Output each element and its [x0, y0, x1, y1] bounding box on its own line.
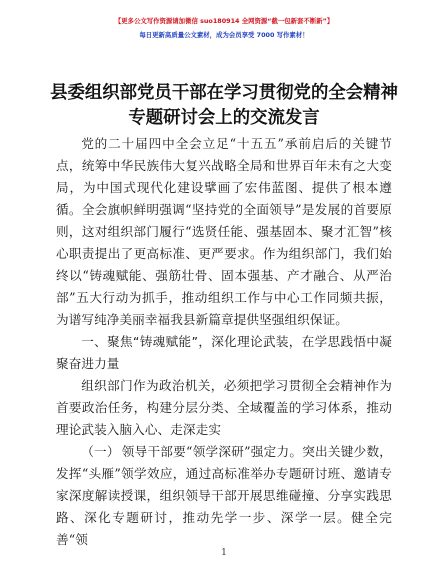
document-body	[56, 133, 392, 551]
promo-banner-line-2: 每日更新高质量公文素材，成为会员享受 7000 写作素材！	[139, 31, 309, 39]
intro-paragraph: 党的二十届四中全会立足“十五五”承前启后的关键节点，统筹中华民族伟大复兴战略全局和世界百年未有之大变局，为中国式现代化建设擘画了宏伟蓝图、提供了根本遵循。全会旗帜鲜明强调“坚持党的全面领导”是发展的首要原则，这对组织部门履行“选贤任能、强基固本、聚才汇智”核心职责提出了更高标准、更严要求。作为组织部门，我们始终以“铸魂赋能、强筋壮骨、固本强基、产才融合、从严治部”五大行动为抓手，推动组织工作与中心工作同频共振，为谱写纯净美丽幸福我县新篇章提供坚强组织保证。	[56, 136, 392, 327]
subsection-1-number: （一）	[81, 444, 120, 459]
document-title	[40, 81, 408, 131]
page-number: 1	[221, 548, 227, 558]
subsection-1-text: 领导干部要“领学深研”强定力。突出关键少数，发挥“头雁”领学效应，通过高标准举办专题研讨班、邀请专家深度解读授课，组织领导干部开展思维碰撞、分享实践思路、深化专题研讨，推动先学一步、深学一层。健全完善“领	[56, 444, 392, 547]
document-title-line-1: 县委组织部党员干部在学习贯彻党的全会精神	[50, 83, 398, 103]
document-title-line-2: 专题研讨会上的交流发言	[128, 108, 320, 128]
promo-banner-line-1: 【更多公文写作资源请加微信 suo180914 全网资源“截一包新套不断新”】	[114, 17, 334, 25]
promo-banner	[0, 14, 448, 42]
section-1-paragraph: 组织部门作为政治机关，必须把学习贯彻全会精神作为首要政治任务，构建分层分类、全域覆盖的学习体系，推动理论武装入脑入心、走深走实	[56, 378, 392, 437]
section-1-heading: 一、聚焦“铸魂赋能”，深化理论武装，在学思践悟中凝聚奋进力量	[56, 334, 392, 371]
subsection-1-paragraph	[56, 441, 392, 551]
